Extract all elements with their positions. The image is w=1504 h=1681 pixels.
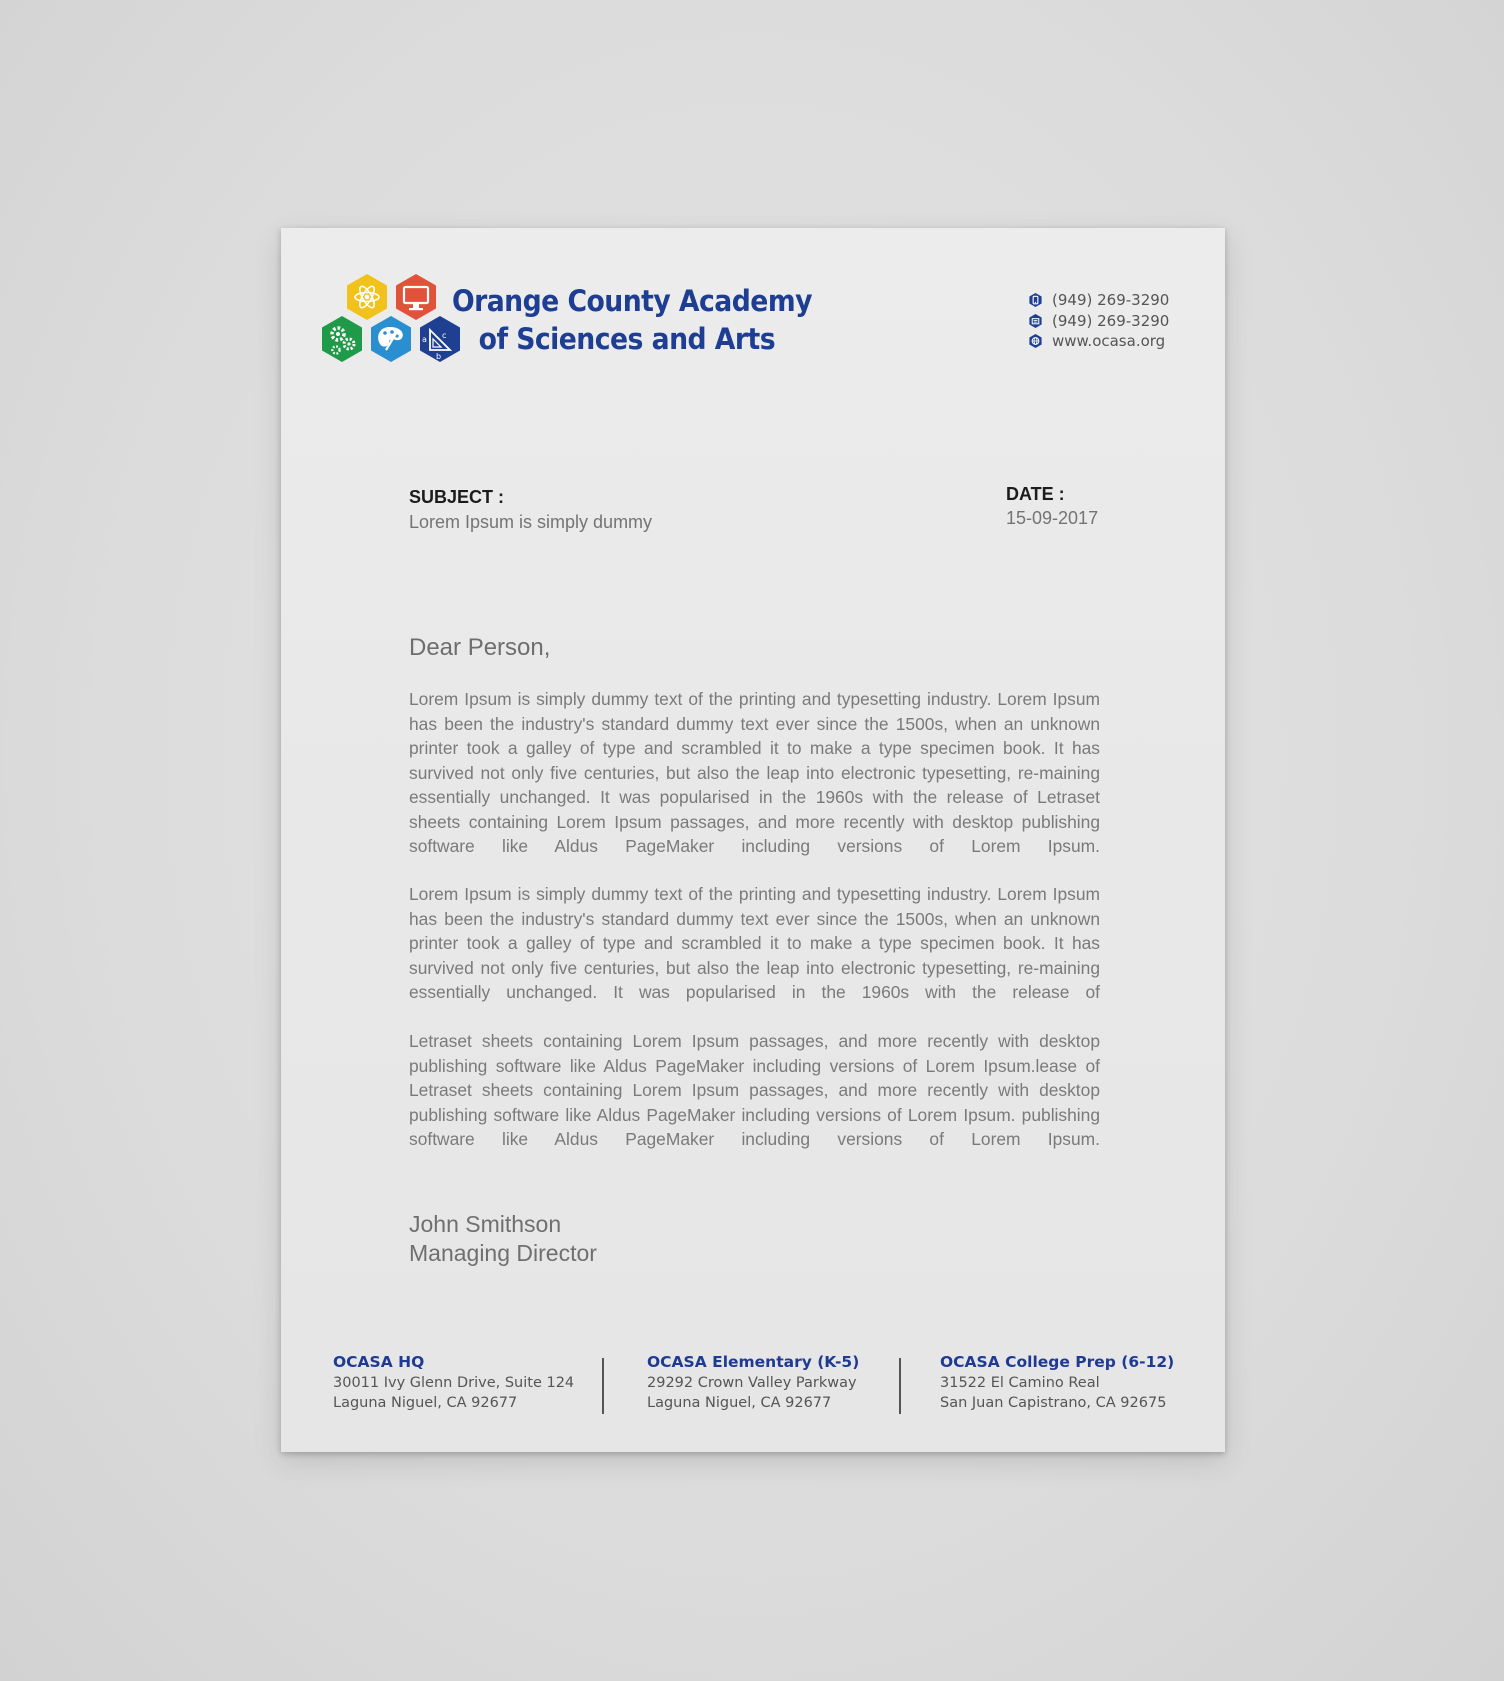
gears-icon (322, 316, 362, 362)
contact-info (1028, 290, 1169, 352)
footer-location-elementary (647, 1352, 859, 1414)
signature-block (409, 1210, 597, 1268)
footer-address-line-2: Laguna Niguel, CA 92677 (333, 1395, 518, 1411)
footer-divider (899, 1358, 901, 1414)
footer-location-title: OCASA Elementary (K-5) (647, 1353, 860, 1371)
date-label: DATE : (1006, 484, 1065, 504)
contact-phone (1028, 290, 1169, 311)
globe-icon (1028, 333, 1043, 349)
date-value: 15-09-2017 (1006, 508, 1099, 528)
footer-location-title: OCASA College Prep (6-12) (940, 1353, 1175, 1371)
organization-name (452, 282, 812, 358)
footer-location-college-prep (940, 1352, 1174, 1414)
atom-icon (347, 274, 387, 320)
letter-greeting: Dear Person, (409, 634, 551, 661)
fax-icon (1028, 313, 1043, 329)
footer-address-line-2: San Juan Capistrano, CA 92675 (940, 1395, 1167, 1411)
phone-icon (1028, 292, 1043, 308)
website-link[interactable]: www.ocasa.org (1052, 332, 1166, 350)
palette-icon (371, 316, 411, 362)
subject-value: Lorem Ipsum is simply dummy (409, 512, 653, 532)
fax-number[interactable]: (949) 269-3290 (1052, 311, 1170, 330)
footer-address-line-2: Laguna Niguel, CA 92677 (647, 1395, 832, 1411)
signature-title: Managing Director (409, 1240, 597, 1266)
org-name-line-2: of Sciences and Arts (478, 322, 776, 356)
footer-address-line-1: 31522 El Camino Real (940, 1374, 1100, 1391)
svg-text:c: c (442, 331, 447, 340)
computer-icon (396, 274, 436, 320)
letter-paragraph-3: Letraset sheets containing Lorem Ipsum passages, and more recently with desktop publishing software like Aldus PageMaker including versions of Lorem Ipsum.lease of Letraset sheets containing Lorem Ipsum passages, and more recently with desktop publishing software like Aldus PageMaker including versions of Lorem Ipsum. publishing software like Aldus PageMaker including versions of Lorem Ipsum. (409, 1031, 1100, 1149)
phone-number[interactable]: (949) 269-3290 (1052, 291, 1170, 309)
footer-address-line-1: 30011 Ivy Glenn Drive, Suite 124 (333, 1374, 575, 1391)
svg-text:a: a (422, 335, 427, 344)
footer-location-hq (333, 1352, 574, 1414)
contact-website (1028, 331, 1169, 352)
footer-address-line-1: 29292 Crown Valley Parkway (647, 1374, 857, 1391)
letterhead-page (281, 228, 1225, 1452)
subject-label: SUBJECT : (409, 487, 505, 507)
org-name-line-1: Orange County Academy (452, 284, 812, 318)
footer-location-title: OCASA HQ (333, 1353, 425, 1371)
letter-paragraph-1: Lorem Ipsum is simply dummy text of the printing and typesetting industry. Lorem Ipsum has been the industry's standard dummy text ever since the 1500s, when an unknown printer took a galley of type and scrambled it to make a type specimen book. It has survived not only five centuries, but also the leap into electronic typesetting, re-maining essentially unchanged. It was popularised in the 1960s with the release of Letraset sheets containing Lorem Ipsum passages, and more recently with desktop publishing software like Aldus PageMaker including versions of Lorem Ipsum. (409, 689, 1100, 856)
signature-name: John Smithson (409, 1211, 562, 1237)
footer-divider (602, 1358, 604, 1414)
letter-paragraph-2: Lorem Ipsum is simply dummy text of the printing and typesetting industry. Lorem Ipsum has been the industry's standard dummy text ever since the 1500s, when an unknown printer took a galley of type and scrambled it to make a type specimen book. It has survived not only five centuries, but also the leap into electronic typesetting, re-maining essentially unchanged. It was popularised in the 1960s with the release of (409, 884, 1100, 1002)
svg-text:b: b (436, 352, 442, 361)
contact-fax (1028, 311, 1169, 332)
